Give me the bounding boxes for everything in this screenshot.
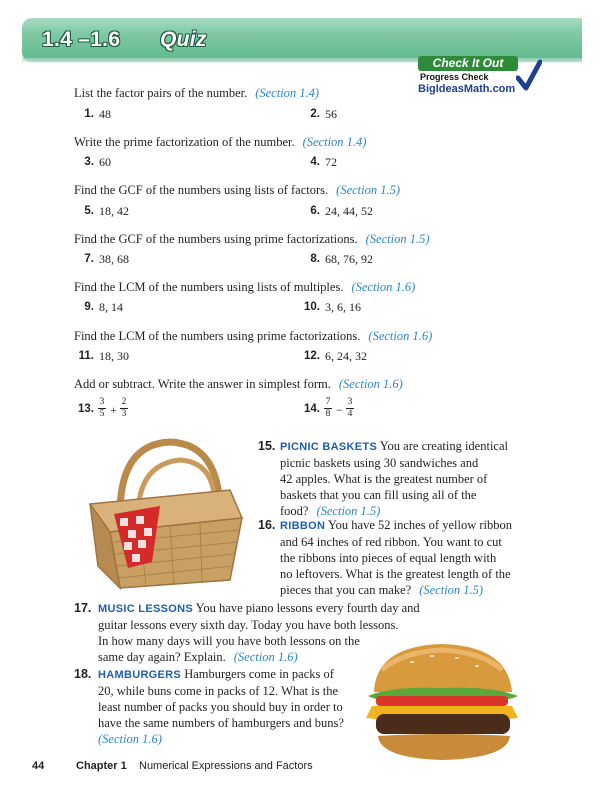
problem-value: 48: [99, 107, 111, 121]
instruction-5: Find the LCM of the numbers using lists of multiples. (Section 1.6): [74, 280, 416, 294]
problem-number: 4.: [310, 156, 320, 168]
problem-number: 3.: [84, 156, 94, 168]
badge-url: BigIdeasMath.com: [418, 83, 516, 95]
instruction-6: Find the LCM of the numbers using prime factorizations. (Section 1.6): [74, 329, 433, 343]
page-title: Quiz: [160, 28, 207, 51]
page-number: 44: [32, 760, 45, 772]
word-problem-16: 16. RIBBON You have 52 inches of yellow ribbon and 64 inches of red ribbon. You want to cut the ribbons into pieces of equal length with no leftovers. What is the greatest length of the pieces that you can make? (Section 1.5): [258, 518, 512, 597]
problem-number: 5.: [84, 205, 94, 217]
instruction-1: List the factor pairs of the number. (Section 1.4): [74, 86, 320, 100]
problem-value: 18, 30: [99, 349, 129, 363]
instruction-7: Add or subtract. Write the answer in simplest form. (Section 1.6): [74, 377, 403, 391]
fraction-3-4: 3 4: [347, 397, 353, 419]
problem-number: 8.: [310, 253, 320, 265]
hamburger-image: [362, 640, 522, 765]
problem-number: 2.: [310, 108, 320, 120]
checkmark-icon: [516, 58, 542, 94]
problem-value: 18, 42: [99, 204, 129, 218]
section-range: 1.4 –1.6: [42, 28, 121, 51]
problem-value: 60: [99, 155, 111, 169]
instruction-3: Find the GCF of the numbers using lists of factors. (Section 1.5): [74, 183, 401, 197]
check-it-out-badge[interactable]: [418, 56, 542, 98]
word-problem-18: 18. HAMBURGERS Hamburgers come in packs of 20, while buns come in packs of 12. What is the least number of packs you should buy in order to have the same numbers of hamburgers and buns? (Section 1.6): [74, 667, 344, 746]
operator: −: [336, 403, 343, 417]
problem-value: 6, 24, 32: [325, 349, 367, 363]
problem-number: 6.: [310, 205, 320, 217]
problem-value: 56: [325, 107, 337, 121]
fraction-3-5: 3 5: [99, 397, 105, 419]
problem-value: 24, 44, 52: [325, 204, 373, 218]
picnic-basket-image: [80, 434, 246, 590]
problem-number: 10.: [304, 301, 320, 313]
badge-title: Check It Out: [418, 56, 518, 71]
problem-value: 3, 6, 16: [325, 300, 361, 314]
fraction-2-3: 2 3: [121, 397, 127, 419]
problem-value: 68, 76, 92: [325, 252, 373, 266]
problem-number: 9.: [84, 301, 94, 313]
problem-number: 1.: [84, 108, 94, 120]
fraction-7-8: 7 8: [325, 397, 331, 419]
problem-value: 72: [325, 155, 337, 169]
problem-value: 8, 14: [99, 300, 123, 314]
operator: +: [110, 403, 117, 417]
problem-number: 13.: [78, 403, 94, 415]
problem-number: 11.: [78, 350, 94, 362]
chapter-label: Chapter 1: [76, 760, 127, 772]
problem-number: 12.: [304, 350, 320, 362]
word-problem-17: 17. MUSIC LESSONS You have piano lessons every fourth day and guitar lessons every sixth day. Today you have both lessons. In how many days will you have both lessons on the same day again? Explain. (Section 1.6): [74, 601, 420, 664]
instruction-4: Find the GCF of the numbers using prime factorizations. (Section 1.5): [74, 232, 430, 246]
word-problem-15: 15. PICNIC BASKETS You are creating identical picnic baskets using 30 sandwiches and 42 apples. What is the greatest number of baskets that you can fill using all of the food? (Section 1.5): [258, 439, 508, 518]
chapter-title: Numerical Expressions and Factors: [139, 760, 313, 772]
badge-subtitle: Progress Check: [420, 72, 489, 82]
problem-number: 14.: [304, 403, 320, 415]
instruction-2: Write the prime factorization of the number. (Section 1.4): [74, 135, 367, 149]
problem-value: 38, 68: [99, 252, 129, 266]
problem-number: 7.: [84, 253, 94, 265]
